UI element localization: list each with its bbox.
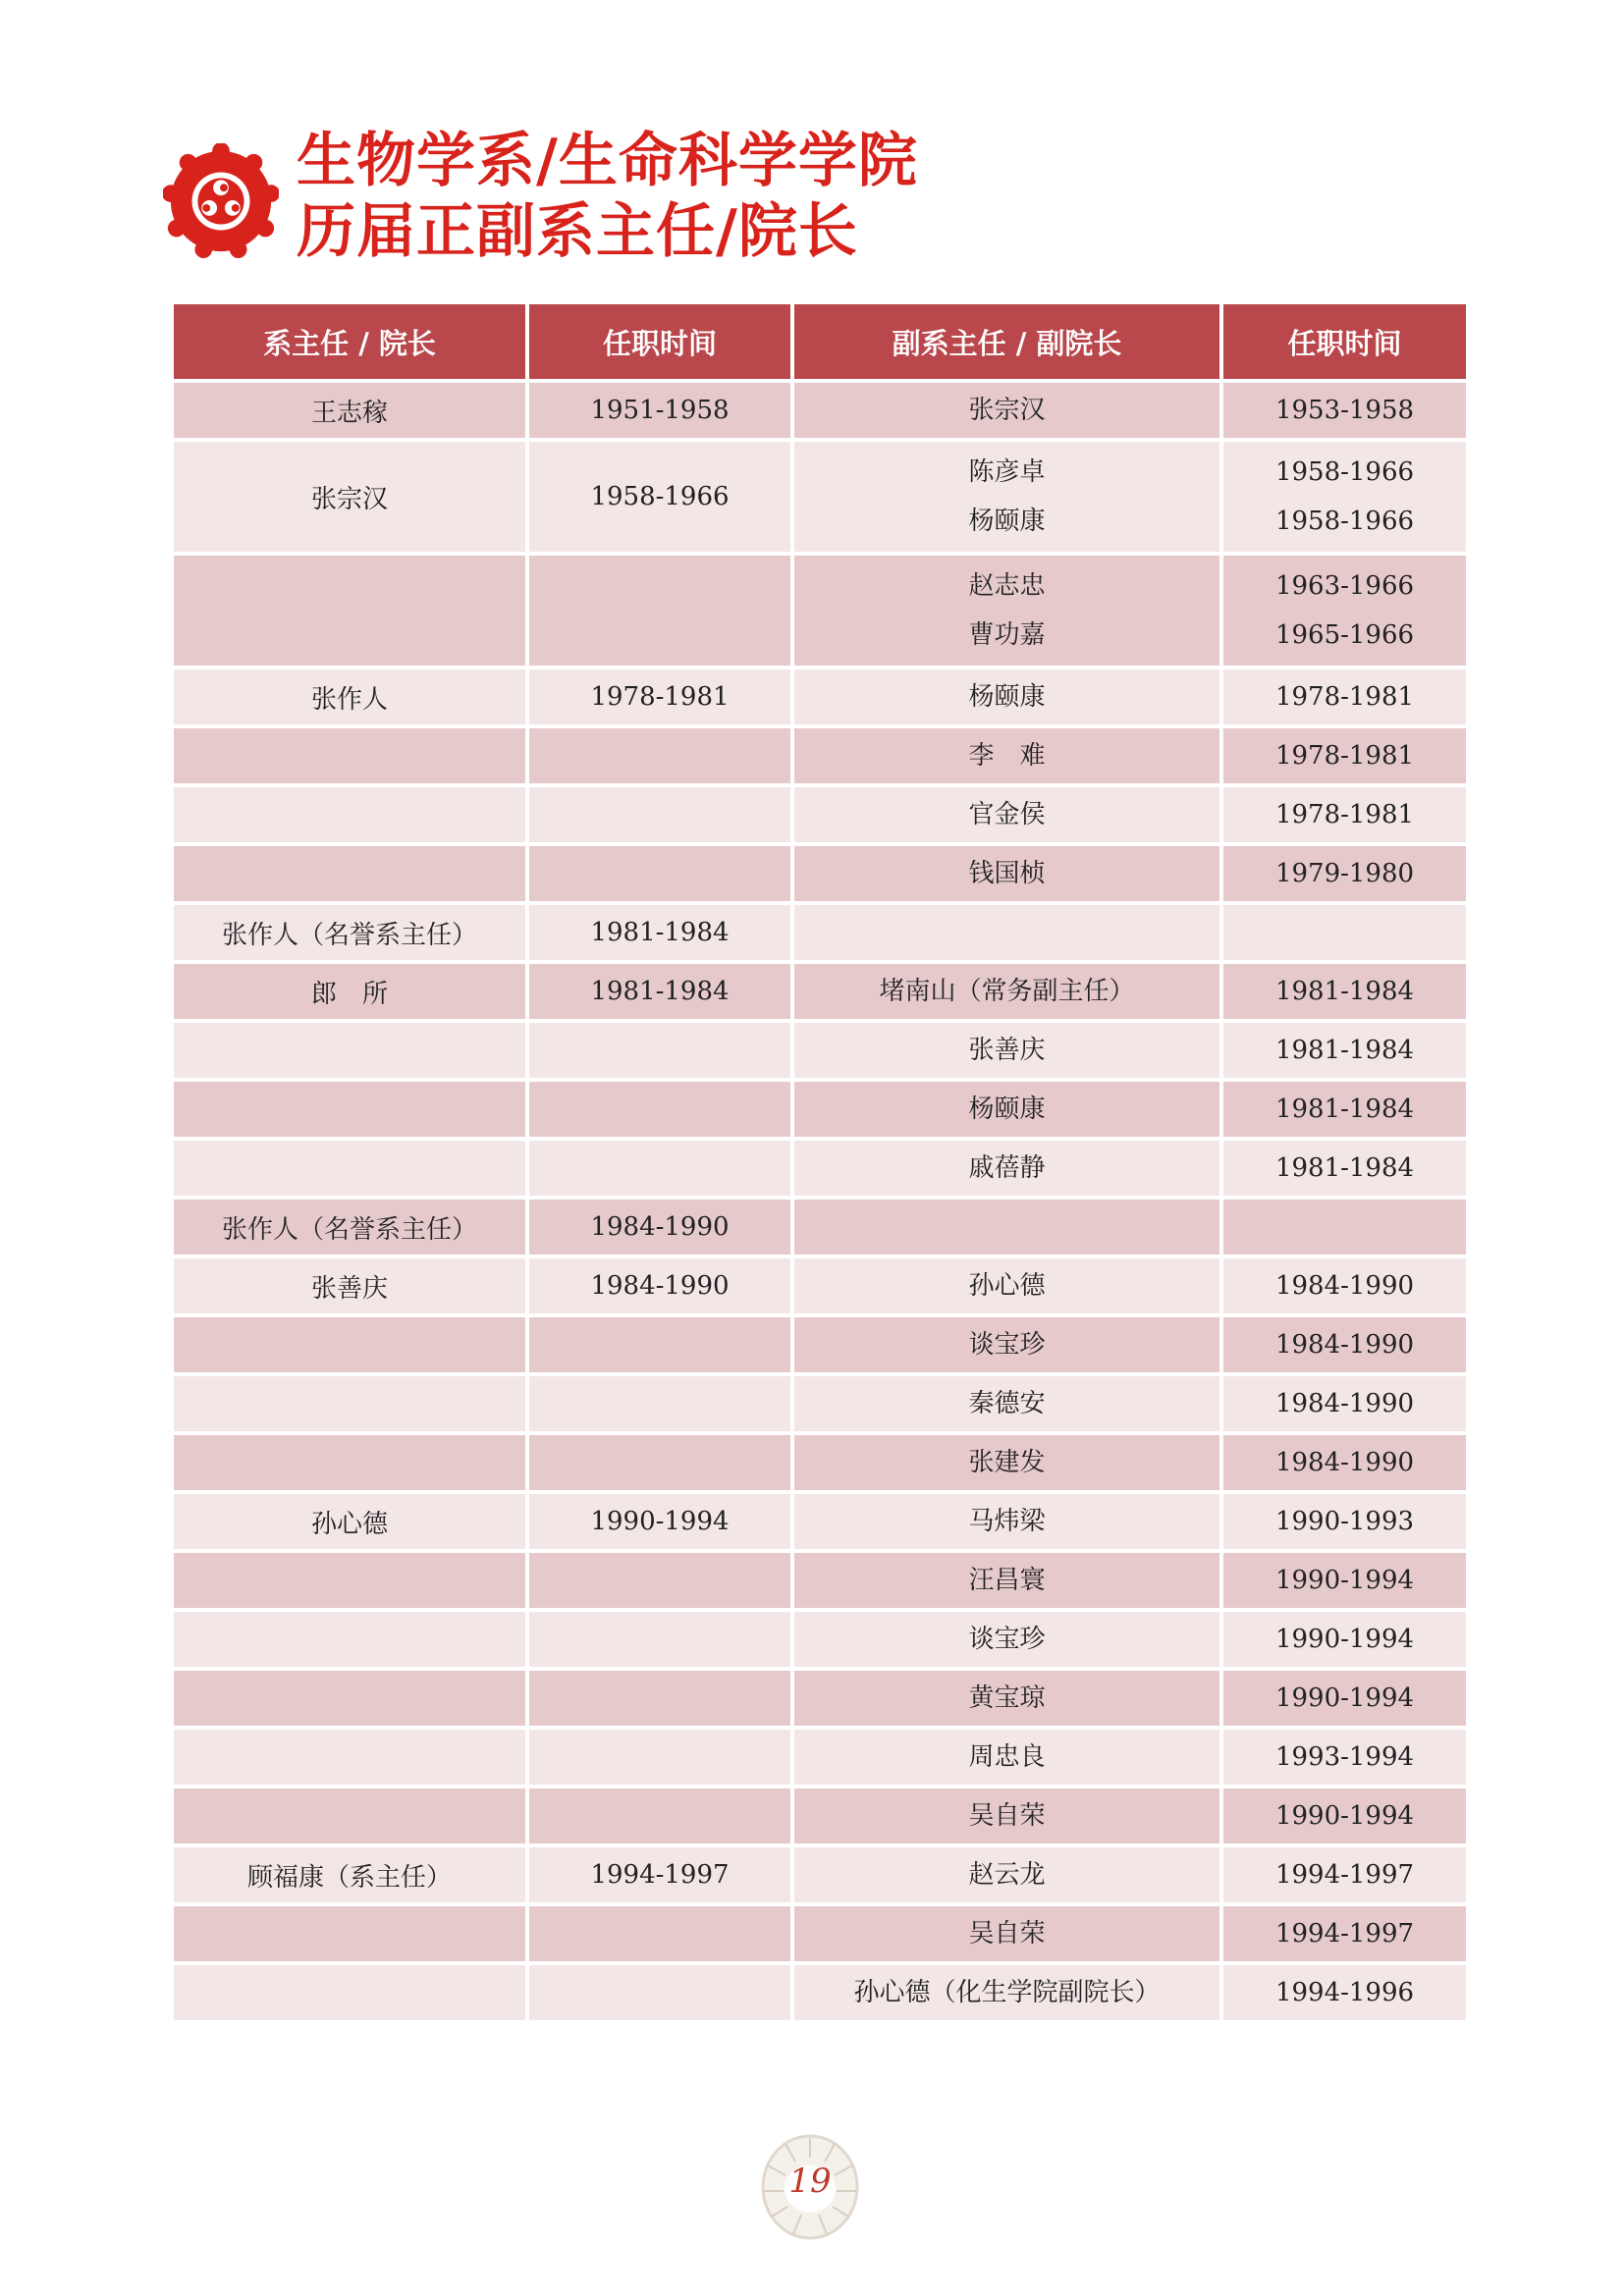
table-row [172, 381, 1468, 440]
table-row [172, 1315, 1468, 1374]
deputy-term-cell [1221, 381, 1468, 440]
deputy-term-cell [1221, 1787, 1468, 1845]
deputy-name-cell [792, 785, 1221, 844]
chief-term-cell [527, 1610, 792, 1669]
chief-term-cell: 1994-1997 [527, 1845, 792, 1904]
deputy-name: 马炜梁 [968, 1507, 1046, 1536]
table-row [172, 1669, 1468, 1728]
deputy-name: 张宗汉 [968, 396, 1046, 425]
chief-name-cell [172, 844, 527, 903]
chief-name-cell [172, 1374, 527, 1433]
table-row [172, 667, 1468, 726]
deputy-term: 1978-1981 [1274, 800, 1415, 829]
deputy-term: 1958-1966 [1274, 507, 1415, 536]
deputy-name: 杨颐康 [968, 1095, 1046, 1124]
deputy-term-cell [1221, 1728, 1468, 1787]
deputy-term-cell [1221, 667, 1468, 726]
table-row [172, 1198, 1468, 1256]
cloud-emblem-icon [163, 143, 279, 259]
deputy-name-cell [792, 1256, 1221, 1315]
deputy-term: 1984-1990 [1274, 1389, 1415, 1418]
chief-name-cell [172, 1433, 527, 1492]
deputy-name-cell [792, 1610, 1221, 1669]
deputy-name: 陈彦卓 [968, 457, 1046, 487]
chief-term-cell [527, 1551, 792, 1610]
deputy-name: 赵志忠 [968, 571, 1046, 601]
deputy-term: 1978-1981 [1274, 682, 1415, 712]
table-row [172, 726, 1468, 785]
deputy-term: 1981-1984 [1274, 1095, 1415, 1124]
table-row [172, 1374, 1468, 1433]
table-row [172, 785, 1468, 844]
deputy-name-cell [792, 1198, 1221, 1256]
deputy-name-cell [792, 1963, 1221, 2022]
deputy-name-cell [792, 1374, 1221, 1433]
table-row [172, 1728, 1468, 1787]
chief-term-cell [527, 785, 792, 844]
deputy-term: 1953-1958 [1274, 396, 1415, 425]
chief-name-cell [172, 554, 527, 667]
deputy-term-cell [1221, 1492, 1468, 1551]
deputy-name: 戚蓓静 [968, 1153, 1046, 1183]
deputy-term-cell [1221, 1904, 1468, 1963]
chief-name-cell: 张作人（名誉系主任） [172, 903, 527, 962]
table-row [172, 1963, 1468, 2022]
table-row [172, 962, 1468, 1021]
chief-term-cell [527, 1315, 792, 1374]
chief-term-cell [527, 844, 792, 903]
chief-name-cell: 顾福康（系主任） [172, 1845, 527, 1904]
chief-name-cell [172, 726, 527, 785]
chief-term-cell [527, 1904, 792, 1963]
deputy-name-cell [792, 1492, 1221, 1551]
deputy-name: 吴自荣 [968, 1919, 1046, 1949]
header-chief: 系主任 / 院长 [172, 302, 527, 381]
deputy-name-cell [792, 1551, 1221, 1610]
deputy-term-cell [1221, 1433, 1468, 1492]
deputy-name-cell [792, 1080, 1221, 1139]
deputy-name-cell [792, 1728, 1221, 1787]
table-row [172, 1551, 1468, 1610]
table-row [172, 1904, 1468, 1963]
header-chief-term: 任职时间 [527, 302, 792, 381]
deputy-term: 1993-1994 [1274, 1742, 1415, 1772]
deputy-name-cell [792, 1433, 1221, 1492]
deputy-name-cell [792, 903, 1221, 962]
deputy-name-cell [792, 667, 1221, 726]
deputy-term-cell [1221, 785, 1468, 844]
chief-name-cell [172, 1315, 527, 1374]
deputy-name: 官金侯 [968, 800, 1046, 829]
deputy-term: 1994-1997 [1274, 1860, 1415, 1890]
deputy-term-cell [1221, 1315, 1468, 1374]
deputy-term-cell [1221, 844, 1468, 903]
deputy-name: 黄宝琼 [968, 1683, 1046, 1713]
deputy-name-cell [792, 1021, 1221, 1080]
chief-term-cell [527, 1433, 792, 1492]
chief-name-cell: 张善庆 [172, 1256, 527, 1315]
deputy-term-cell [1221, 1256, 1468, 1315]
deputy-name-cell [792, 440, 1221, 554]
deputy-term: 1979-1980 [1274, 859, 1415, 888]
deputy-name-cell [792, 962, 1221, 1021]
chief-term-cell: 1981-1984 [527, 903, 792, 962]
deputy-name: 曹功嘉 [968, 620, 1046, 650]
chief-term-cell [527, 554, 792, 667]
deputy-name-cell [792, 554, 1221, 667]
deputy-name: 堵南山（常务副主任） [879, 977, 1135, 1006]
deputy-term-cell [1221, 1080, 1468, 1139]
deputy-term-cell [1221, 554, 1468, 667]
deputy-term-cell [1221, 1198, 1468, 1256]
chief-term-cell: 1984-1990 [527, 1198, 792, 1256]
chief-name-cell [172, 1787, 527, 1845]
deputy-name: 吴自荣 [968, 1801, 1046, 1831]
deputy-term-cell [1221, 1610, 1468, 1669]
chief-term-cell: 1981-1984 [527, 962, 792, 1021]
deputy-name-cell [792, 1139, 1221, 1198]
deputy-name-cell [792, 381, 1221, 440]
deputy-name: 秦德安 [968, 1389, 1046, 1418]
chief-term-cell [527, 1374, 792, 1433]
chief-term-cell: 1951-1958 [527, 381, 792, 440]
deputy-name-cell [792, 1904, 1221, 1963]
leadership-table [170, 300, 1470, 2024]
deputy-term-cell [1221, 1963, 1468, 2022]
chief-term-cell [527, 1139, 792, 1198]
chief-name-cell [172, 785, 527, 844]
deputy-term-cell [1221, 962, 1468, 1021]
deputy-term-cell [1221, 726, 1468, 785]
deputy-name: 谈宝珍 [968, 1625, 1046, 1654]
deputy-name: 周忠良 [968, 1742, 1046, 1772]
chief-name-cell: 王志稼 [172, 381, 527, 440]
chief-term-cell: 1984-1990 [527, 1256, 792, 1315]
chief-name-cell: 张作人 [172, 667, 527, 726]
table-row [172, 1139, 1468, 1198]
header-deputy: 副系主任 / 副院长 [792, 302, 1221, 381]
deputy-term: 1981-1984 [1274, 977, 1415, 1006]
chief-name-cell [172, 1080, 527, 1139]
deputy-term-cell [1221, 903, 1468, 962]
deputy-term: 1963-1966 [1274, 571, 1415, 601]
chief-name-cell [172, 1728, 527, 1787]
deputy-term-cell [1221, 1669, 1468, 1728]
deputy-name: 钱国桢 [968, 859, 1046, 888]
chief-name-cell [172, 1963, 527, 2022]
table-row [172, 1256, 1468, 1315]
table-row [172, 844, 1468, 903]
deputy-name: 孙心德（化生学院副院长） [853, 1978, 1161, 2007]
table-row [172, 554, 1468, 667]
chief-name-cell: 郎 所 [172, 962, 527, 1021]
header-deputy-term: 任职时间 [1221, 302, 1468, 381]
chief-term-cell: 1978-1981 [527, 667, 792, 726]
table-row [172, 1021, 1468, 1080]
deputy-name: 张建发 [968, 1448, 1046, 1477]
deputy-term: 1984-1990 [1274, 1330, 1415, 1360]
table-body [172, 381, 1468, 2022]
chief-name-cell [172, 1669, 527, 1728]
page-number-badge [746, 2128, 874, 2246]
deputy-name: 张善庆 [968, 1036, 1046, 1065]
deputy-name-cell [792, 1845, 1221, 1904]
deputy-term: 1981-1984 [1274, 1153, 1415, 1183]
chief-term-cell: 1958-1966 [527, 440, 792, 554]
deputy-name: 杨颐康 [968, 682, 1046, 712]
deputy-term: 1958-1966 [1274, 457, 1415, 487]
chief-term-cell [527, 1728, 792, 1787]
table-row [172, 1845, 1468, 1904]
table-row [172, 903, 1468, 962]
chief-name-cell [172, 1139, 527, 1198]
deputy-term: 1994-1996 [1274, 1978, 1415, 2007]
deputy-name-cell [792, 1315, 1221, 1374]
deputy-name-cell [792, 1669, 1221, 1728]
chief-term-cell [527, 1787, 792, 1845]
table-row [172, 1433, 1468, 1492]
table-row [172, 440, 1468, 554]
chief-term-cell [527, 1963, 792, 2022]
deputy-name-cell [792, 1787, 1221, 1845]
deputy-name: 谈宝珍 [968, 1330, 1046, 1360]
title-line-1: 生物学系/生命科学学院 [297, 127, 918, 195]
deputy-name: 赵云龙 [968, 1860, 1046, 1890]
deputy-name-cell [792, 726, 1221, 785]
table-row [172, 1492, 1468, 1551]
chief-term-cell [527, 1080, 792, 1139]
chief-term-cell [527, 1669, 792, 1728]
chief-name-cell [172, 1021, 527, 1080]
deputy-term-cell [1221, 440, 1468, 554]
deputy-term: 1981-1984 [1274, 1036, 1415, 1065]
page-header [163, 126, 1439, 283]
deputy-term: 1984-1990 [1274, 1271, 1415, 1301]
deputy-term: 1994-1997 [1274, 1919, 1415, 1949]
deputy-term-cell [1221, 1551, 1468, 1610]
deputy-name: 汪昌寰 [968, 1566, 1046, 1595]
chief-name-cell [172, 1610, 527, 1669]
deputy-name-cell [792, 844, 1221, 903]
page-title [297, 126, 918, 267]
table-row [172, 1610, 1468, 1669]
chief-name-cell: 孙心德 [172, 1492, 527, 1551]
deputy-name: 孙心德 [968, 1271, 1046, 1301]
chief-term-cell [527, 1021, 792, 1080]
page-number: 19 [788, 2162, 832, 2201]
deputy-term: 1990-1994 [1274, 1801, 1415, 1831]
deputy-name: 李 难 [968, 741, 1046, 771]
chief-name-cell: 张作人（名誉系主任） [172, 1198, 527, 1256]
deputy-term-cell [1221, 1374, 1468, 1433]
title-line-2: 历届正副系主任/院长 [297, 197, 858, 266]
table-header-row [172, 302, 1468, 381]
deputy-term-cell [1221, 1021, 1468, 1080]
chief-name-cell: 张宗汉 [172, 440, 527, 554]
deputy-term: 1965-1966 [1274, 620, 1415, 650]
deputy-term: 1978-1981 [1274, 741, 1415, 771]
chief-name-cell [172, 1904, 527, 1963]
deputy-term: 1990-1994 [1274, 1625, 1415, 1654]
table-row [172, 1787, 1468, 1845]
deputy-term: 1990-1994 [1274, 1683, 1415, 1713]
chief-name-cell [172, 1551, 527, 1610]
deputy-term-cell [1221, 1845, 1468, 1904]
deputy-term: 1990-1993 [1274, 1507, 1415, 1536]
table-row [172, 1080, 1468, 1139]
deputy-name: 杨颐康 [968, 507, 1046, 536]
chief-term-cell [527, 726, 792, 785]
deputy-term-cell [1221, 1139, 1468, 1198]
deputy-term: 1984-1990 [1274, 1448, 1415, 1477]
chief-term-cell: 1990-1994 [527, 1492, 792, 1551]
deputy-term: 1990-1994 [1274, 1566, 1415, 1595]
